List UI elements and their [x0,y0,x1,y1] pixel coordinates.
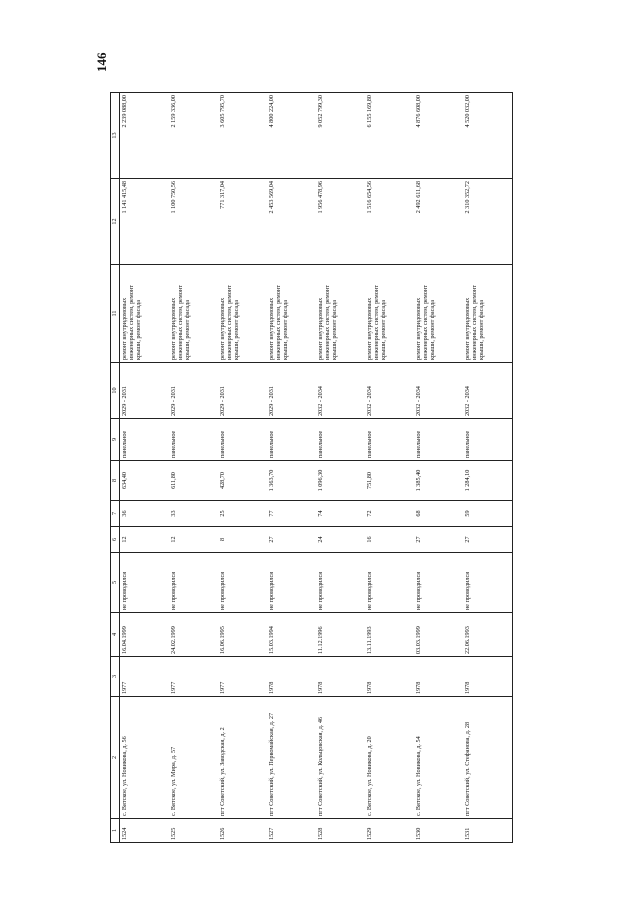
table-row [316,93,365,843]
column-number-6: 6 [111,527,120,553]
wall-material-cell: панельное [365,419,414,461]
column-number-9: 9 [111,419,120,461]
repair-status-cell: не проводился [414,553,463,613]
column-number-3: 3 [111,657,120,697]
work-types-cell: ремонт внутридомовых инженерных систем, ремонт крыши, ремонт фасада [120,265,170,363]
limit-cost-cell: 4 800 224,00 [267,93,316,179]
year-built-cell: 1978 [267,657,316,697]
wall-material-cell: панельное [414,419,463,461]
privatization-date-cell: 16.04.1999 [120,613,170,657]
work-types-cell: ремонт внутридомовых инженерных систем, ремонт крыши, ремонт фасада [463,265,513,363]
table-row [365,93,414,843]
year-built-cell: 1978 [365,657,414,697]
privatization-date-cell: 16.06.1995 [218,613,267,657]
table-row [218,93,267,843]
wall-material-cell: панельное [169,419,218,461]
column-number-12: 12 [111,179,120,265]
work-types-cell: ремонт внутридомовых инженерных систем, ремонт крыши, ремонт фасада [316,265,365,363]
repair-status-cell: не проводился [120,553,170,613]
column-number-8: 8 [111,461,120,501]
table-header [111,93,120,843]
privatization-date-cell: 03.03.1999 [414,613,463,657]
row-number: 1524 [120,819,170,843]
address-cell: с. Вятское, ул. Новикова, д. 20 [365,697,414,819]
address-cell: пгт Советский, ул. Первомайская, д. 27 [267,697,316,819]
limit-cost-cell: 3 605 795,70 [218,93,267,179]
work-types-cell: ремонт внутридомовых инженерных систем, ремонт крыши, ремонт фасада [414,265,463,363]
privatization-date-cell: 24.02.1999 [169,613,218,657]
cost-cell: 1 956 478,96 [316,179,365,265]
apartments-cell: 36 [120,501,170,527]
repair-status-cell: не проводился [267,553,316,613]
wall-material-cell: панельное [267,419,316,461]
privatization-date-cell: 11.12.1996 [316,613,365,657]
privatization-date-cell: 13.11.1993 [365,613,414,657]
privatization-date-cell: 22.06.1993 [463,613,513,657]
area-cell: 1 363,70 [267,461,316,501]
repair-period-cell: 2032 - 2034 [365,363,414,419]
column-number-row [111,93,120,843]
work-types-cell: ремонт внутридомовых инженерных систем, ремонт крыши, ремонт фасада [169,265,218,363]
row-number: 1526 [218,819,267,843]
apartments-cell: 68 [414,501,463,527]
repair-status-cell: не проводился [218,553,267,613]
floors-cell: 27 [414,527,463,553]
area-cell: 634,40 [120,461,170,501]
row-number: 1530 [414,819,463,843]
year-built-cell: 1978 [463,657,513,697]
limit-cost-cell: 9 052 799,30 [316,93,365,179]
column-number-13: 13 [111,93,120,179]
address-cell: с. Вятское, ул. Новикова, д. 54 [414,697,463,819]
wall-material-cell: панельное [218,419,267,461]
page-number: 146 [94,52,109,72]
wall-material-cell: панельное [463,419,513,461]
repair-status-cell: не проводился [365,553,414,613]
area-cell: 1 096,30 [316,461,365,501]
apartments-cell: 74 [316,501,365,527]
year-built-cell: 1977 [218,657,267,697]
apartments-cell: 33 [169,501,218,527]
table-body [120,93,513,843]
column-number-1: 1 [111,819,120,843]
limit-cost-cell: 6 155 169,80 [365,93,414,179]
repair-period-cell: 2032 - 2034 [414,363,463,419]
column-number-7: 7 [111,501,120,527]
cost-cell: 2 492 611,68 [414,179,463,265]
table-row [414,93,463,843]
limit-cost-cell: 2 159 336,00 [169,93,218,179]
work-types-cell: ремонт внутридомовых инженерных систем, ремонт крыши, ремонт фасада [267,265,316,363]
floors-cell: 24 [316,527,365,553]
area-cell: 1 385,40 [414,461,463,501]
address-cell: с. Вятское, ул. Новикова, д. 56 [120,697,170,819]
wall-material-cell: панельное [120,419,170,461]
repair-period-cell: 2029 - 2031 [169,363,218,419]
floors-cell: 12 [120,527,170,553]
repair-period-cell: 2029 - 2031 [267,363,316,419]
year-built-cell: 1978 [316,657,365,697]
cost-cell: 1 100 750,56 [169,179,218,265]
column-number-5: 5 [111,553,120,613]
area-cell: 1 284,10 [463,461,513,501]
row-number: 1529 [365,819,414,843]
area-cell: 428,70 [218,461,267,501]
repair-status-cell: не проводился [316,553,365,613]
limit-cost-cell: 4 520 032,00 [463,93,513,179]
floors-cell: 27 [463,527,513,553]
floors-cell: 16 [365,527,414,553]
repair-period-cell: 2032 - 2034 [316,363,365,419]
column-number-2: 2 [111,697,120,819]
work-types-cell: ремонт внутридомовых инженерных систем, ремонт крыши, ремонт фасада [365,265,414,363]
work-types-cell: ремонт внутридомовых инженерных систем, ремонт крыши, ремонт фасада [218,265,267,363]
address-cell: пгт Советский, ул. Стефанова, д. 28 [463,697,513,819]
cost-cell: 771 317,04 [218,179,267,265]
table-row [120,93,170,843]
year-built-cell: 1977 [120,657,170,697]
cost-cell: 2 310 352,72 [463,179,513,265]
wall-material-cell: панельное [316,419,365,461]
repair-status-cell: не проводился [169,553,218,613]
address-cell: с. Вятское, ул. Мира, д. 57 [169,697,218,819]
column-number-4: 4 [111,613,120,657]
repair-period-cell: 2029 - 2031 [218,363,267,419]
repair-status-cell: не проводился [463,553,513,613]
year-built-cell: 1977 [169,657,218,697]
table-row [169,93,218,843]
row-number: 1527 [267,819,316,843]
area-cell: 611,80 [169,461,218,501]
table-row [267,93,316,843]
limit-cost-cell: 4 876 608,00 [414,93,463,179]
cost-cell: 2 453 569,04 [267,179,316,265]
table-row [463,93,513,843]
row-number: 1531 [463,819,513,843]
floors-cell: 27 [267,527,316,553]
column-number-10: 10 [111,363,120,419]
cost-cell: 1 141 415,48 [120,179,170,265]
privatization-date-cell: 15.03.1994 [267,613,316,657]
area-cell: 751,80 [365,461,414,501]
building-register-table [110,92,513,843]
apartments-cell: 72 [365,501,414,527]
cost-cell: 1 516 654,56 [365,179,414,265]
floors-cell: 8 [218,527,267,553]
address-cell: пгт Советский, ул. Заводская, д. 2 [218,697,267,819]
floors-cell: 12 [169,527,218,553]
repair-period-cell: 2032 - 2034 [463,363,513,419]
address-cell: пгт Советский, ул. Кольцовская, д. 46 [316,697,365,819]
row-number: 1528 [316,819,365,843]
apartments-cell: 59 [463,501,513,527]
limit-cost-cell: 2 239 088,00 [120,93,170,179]
row-number: 1525 [169,819,218,843]
apartments-cell: 25 [218,501,267,527]
column-number-11: 11 [111,265,120,363]
repair-period-cell: 2029 - 2031 [120,363,170,419]
register-sheet [110,93,550,843]
year-built-cell: 1978 [414,657,463,697]
apartments-cell: 77 [267,501,316,527]
